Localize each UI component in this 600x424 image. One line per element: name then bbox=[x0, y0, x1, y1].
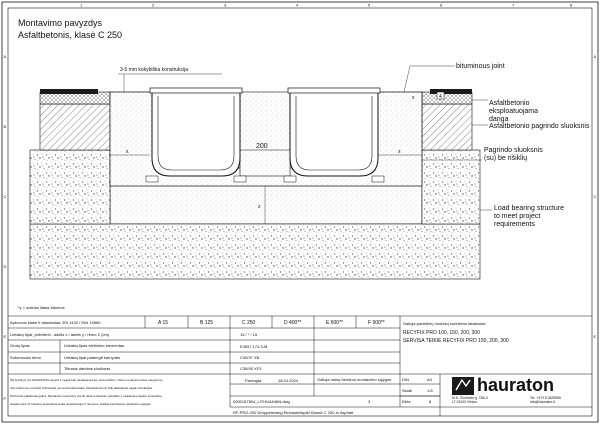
row3-value: E3557.174.3-M bbox=[240, 344, 268, 349]
page-label: Eilės bbox=[402, 399, 411, 404]
row2-value: 15 / * / 15 bbox=[240, 332, 258, 337]
date-label: Parengta bbox=[245, 378, 262, 383]
dim-z: z bbox=[258, 204, 261, 210]
class-f900: F 900** bbox=[368, 320, 385, 326]
class-d400: D 400** bbox=[284, 320, 302, 326]
dim-x-left: x bbox=[126, 149, 129, 155]
footnote: *y = sutirtos liatas bitumos bbox=[18, 305, 65, 310]
bitumen-right bbox=[430, 89, 472, 94]
row5-label: Tikrasis darbinis sluoksnis bbox=[64, 366, 111, 371]
logo-text: hauraton bbox=[477, 375, 555, 395]
row4-value: C30/37 XB bbox=[240, 355, 260, 360]
row3-label-b: Lietakių tipas tvirtinimo elementas bbox=[64, 343, 125, 348]
label-top-construction: 3-5 mm kokybiška konstrukcija bbox=[120, 67, 189, 73]
foundation-left bbox=[30, 150, 110, 224]
foundation-right bbox=[422, 150, 480, 224]
channel-foot-2 bbox=[234, 176, 246, 182]
row4-label-b: Lietakių tipai padengti šarnyrais bbox=[64, 355, 121, 360]
grid-row-d: D bbox=[3, 264, 7, 269]
company-addr1: M.K. Čiurlionio g. 78A-3 bbox=[452, 396, 488, 400]
mark-4: 4 bbox=[439, 94, 442, 100]
label-asphalt-base: Asfaltbetonio pagrindo sluoksnis bbox=[489, 123, 590, 130]
class-b125: B 125 bbox=[200, 320, 214, 326]
channel-foot-3 bbox=[284, 176, 296, 182]
company-mail: info@hauraton.lt bbox=[530, 400, 555, 404]
grid-row-c-right: C bbox=[593, 194, 597, 199]
page-number: 3 bbox=[368, 399, 371, 404]
class-c250: C 250 bbox=[242, 320, 256, 326]
product-heading: Galioja paviršinių nuotekų surinkimo latakiams: bbox=[403, 321, 487, 326]
label-asphalt-wear-text: Asfaltbetonio eksploatuojama danga bbox=[489, 100, 539, 123]
disclaimer-2: Visi matmenys nurodyti milimetrais, jei nenurodyta kitaip. Montavimas turi būti atliekamas pagal instrukcijas. bbox=[10, 386, 153, 390]
drawing-title: Montavimo pavyzdys bbox=[18, 18, 103, 28]
date-value: 18.04.2024 bbox=[278, 378, 299, 383]
din-label: DIN bbox=[402, 377, 409, 382]
logo-icon bbox=[452, 377, 474, 395]
grid-col-8: 8 bbox=[570, 2, 573, 8]
dim-200-label: 200 bbox=[256, 143, 268, 150]
channel-left bbox=[152, 92, 240, 176]
grate-right bbox=[288, 88, 380, 93]
row3-label-a: Grotų tipas bbox=[10, 343, 30, 348]
asphalt-base-right bbox=[422, 104, 472, 150]
label-load-bearing: Load bearing structure to meet project requirements bbox=[494, 205, 565, 228]
company-tel: Tel. +370 5 2625556 bbox=[530, 396, 561, 400]
channel-foot-4 bbox=[372, 176, 384, 182]
product-line1: RECYFIX PRO 100, 150, 200, 300 bbox=[403, 330, 480, 336]
disclaimer-4: Atsakomybė už tinkamą sprendimą tenka projektuotojui ir rangovui. Galioja bendrosios pardavimo sąlygos. bbox=[10, 402, 152, 406]
company-addr2: LT-03100 Vilnius bbox=[452, 400, 477, 404]
grid-row-c: C bbox=[3, 194, 7, 199]
scale-label: Skalė bbox=[402, 388, 413, 393]
grid-row-b: B bbox=[3, 124, 7, 129]
disclaimer-3: Techniniai pakeitimai galimi. Montavimo pavyzdys yra tik rekomendacinio pobūdžio ir neatstoja projekto sprendinių. bbox=[10, 394, 163, 398]
center-concrete bbox=[240, 92, 290, 176]
grid-row-e: E bbox=[3, 334, 7, 339]
grid-row-a: A bbox=[3, 54, 7, 59]
class-a15: A 15 bbox=[158, 320, 169, 326]
grid-row-a-right: A bbox=[593, 54, 597, 59]
grid-col-4: 4 bbox=[296, 2, 299, 8]
row4-label-a: Suformuota rėmo bbox=[10, 355, 41, 360]
label-bituminous: bituminous joint bbox=[456, 63, 505, 70]
validity: Galioja mūsų bendros montavimo sąlygos bbox=[317, 377, 392, 382]
asphalt-base-left bbox=[40, 104, 110, 150]
cross-section bbox=[30, 88, 480, 279]
bitumen-left bbox=[40, 89, 98, 94]
grid-col-1: 1 bbox=[80, 2, 83, 8]
row5-value: C35/45 XF3 bbox=[240, 366, 262, 371]
row1-label: Apkrovos klasė ir standartas: EN 1433 / DIN 19580 bbox=[10, 320, 101, 325]
grid-col-3: 3 bbox=[224, 2, 227, 8]
mark-x: x bbox=[412, 95, 415, 101]
grid-row-e-right: E bbox=[593, 334, 597, 339]
class-e600: E 600** bbox=[326, 320, 343, 326]
dim-x-right: x bbox=[398, 149, 401, 155]
label-asphalt-wear bbox=[489, 100, 538, 123]
grid-row-f: F bbox=[3, 396, 6, 401]
grate-left bbox=[150, 88, 242, 93]
foundation-layer bbox=[30, 224, 480, 279]
drawing-subtitle: Asfaltbetonis, klasė C 250 bbox=[18, 30, 123, 40]
bottom-title: RF-PRO-200 Droppelstrang Einbaubeispiel Klasse C 250 in Asphalt bbox=[233, 410, 354, 415]
grid-col-6: 6 bbox=[440, 2, 443, 8]
label-base-layer: Pagrindo sluoksnis (su) be rišiklių bbox=[484, 147, 543, 162]
product-line2: SERVISA TEIKIE RECYFIX PRO 150, 200, 300 bbox=[403, 338, 509, 344]
din-value: A4 bbox=[427, 377, 432, 382]
company-logo bbox=[452, 375, 554, 395]
channel-foot-1 bbox=[146, 176, 158, 182]
disclaimer-1: Šis brėžinys yra HAURATON savybė ir negali būti naudojamas be mūsų leidimo. Visos nurodytos teisės saugomos. bbox=[10, 378, 163, 382]
page-value: 8 bbox=[429, 399, 432, 404]
file-name: 0000157804_LITHUANIAN.dwg bbox=[233, 399, 290, 404]
grid-col-5: 5 bbox=[368, 2, 371, 8]
grid-col-7: 7 bbox=[512, 2, 515, 8]
grid-col-2: 2 bbox=[152, 2, 155, 8]
row2-label: Lietakių tipai, pritvirtinti - ašelis x / ašelis y / rėmo Z (cm) bbox=[10, 332, 110, 337]
channel-right bbox=[290, 92, 378, 176]
scale-value: 1:8 bbox=[427, 388, 433, 393]
